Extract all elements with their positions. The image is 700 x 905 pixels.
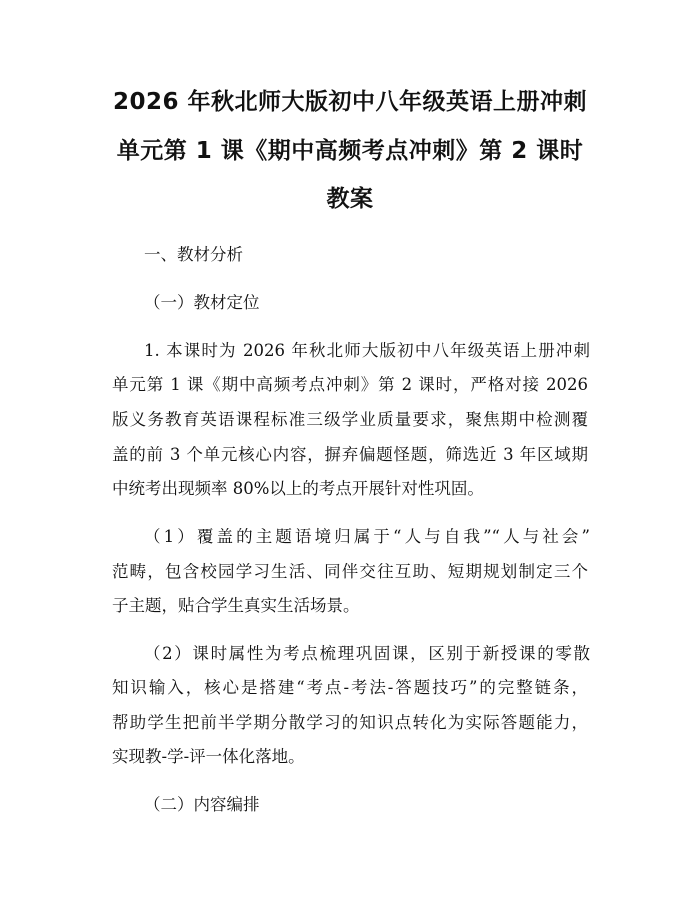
paragraph-2-line-2: 范畴，包含校园学习生活、同伴交往互助、短期规划制定三个 [112, 562, 588, 581]
paragraph-3-line-2: 知识输入，核心是搭建“考点-考法-答题技巧”的完整链条， [112, 678, 588, 697]
subsection-heading-material-positioning: （一）教材定位 [144, 293, 260, 312]
document-title-line-2: 单元第 1 课《期中高频考点冲刺》第 2 课时 [116, 138, 584, 164]
paragraph-1-line-5: 中统考出现频率 80%以上的考点开展针对性巩固。 [112, 479, 484, 498]
paragraph-2-line-1: （1）覆盖的主题语境归属于“人与自我”“人与社会” [144, 527, 590, 546]
paragraph-3-line-4: 实现教-学-评一体化落地。 [112, 747, 305, 766]
subsection-heading-content-arrangement: （二）内容编排 [144, 795, 260, 814]
paragraph-1-line-2: 单元第 1 课《期中高频考点冲刺》第 2 课时，严格对接 2026 [112, 375, 588, 394]
paragraph-1-line-4: 盖的前 3 个单元核心内容，摒弃偏题怪题，筛选近 3 年区域期 [112, 445, 588, 464]
paragraph-1-line-1: 1. 本课时为 2026 年秋北师大版初中八年级英语上册冲刺 [144, 341, 590, 360]
paragraph-3-line-3: 帮助学生把前半学期分散学习的知识点转化为实际答题能力， [112, 713, 588, 732]
document-title-line-3: 教案 [326, 186, 374, 212]
paragraph-3-line-1: （2）课时属性为考点梳理巩固课，区别于新授课的零散 [144, 644, 590, 663]
paragraph-1-line-3: 版义务教育英语课程标准三级学业质量要求，聚焦期中检测覆 [112, 410, 588, 429]
document-title-line-1: 2026 年秋北师大版初中八年级英语上册冲刺 [112, 89, 588, 115]
paragraph-2-line-3: 子主题，贴合学生真实生活场景。 [112, 596, 360, 615]
section-heading-teaching-material-analysis: 一、教材分析 [144, 245, 243, 264]
